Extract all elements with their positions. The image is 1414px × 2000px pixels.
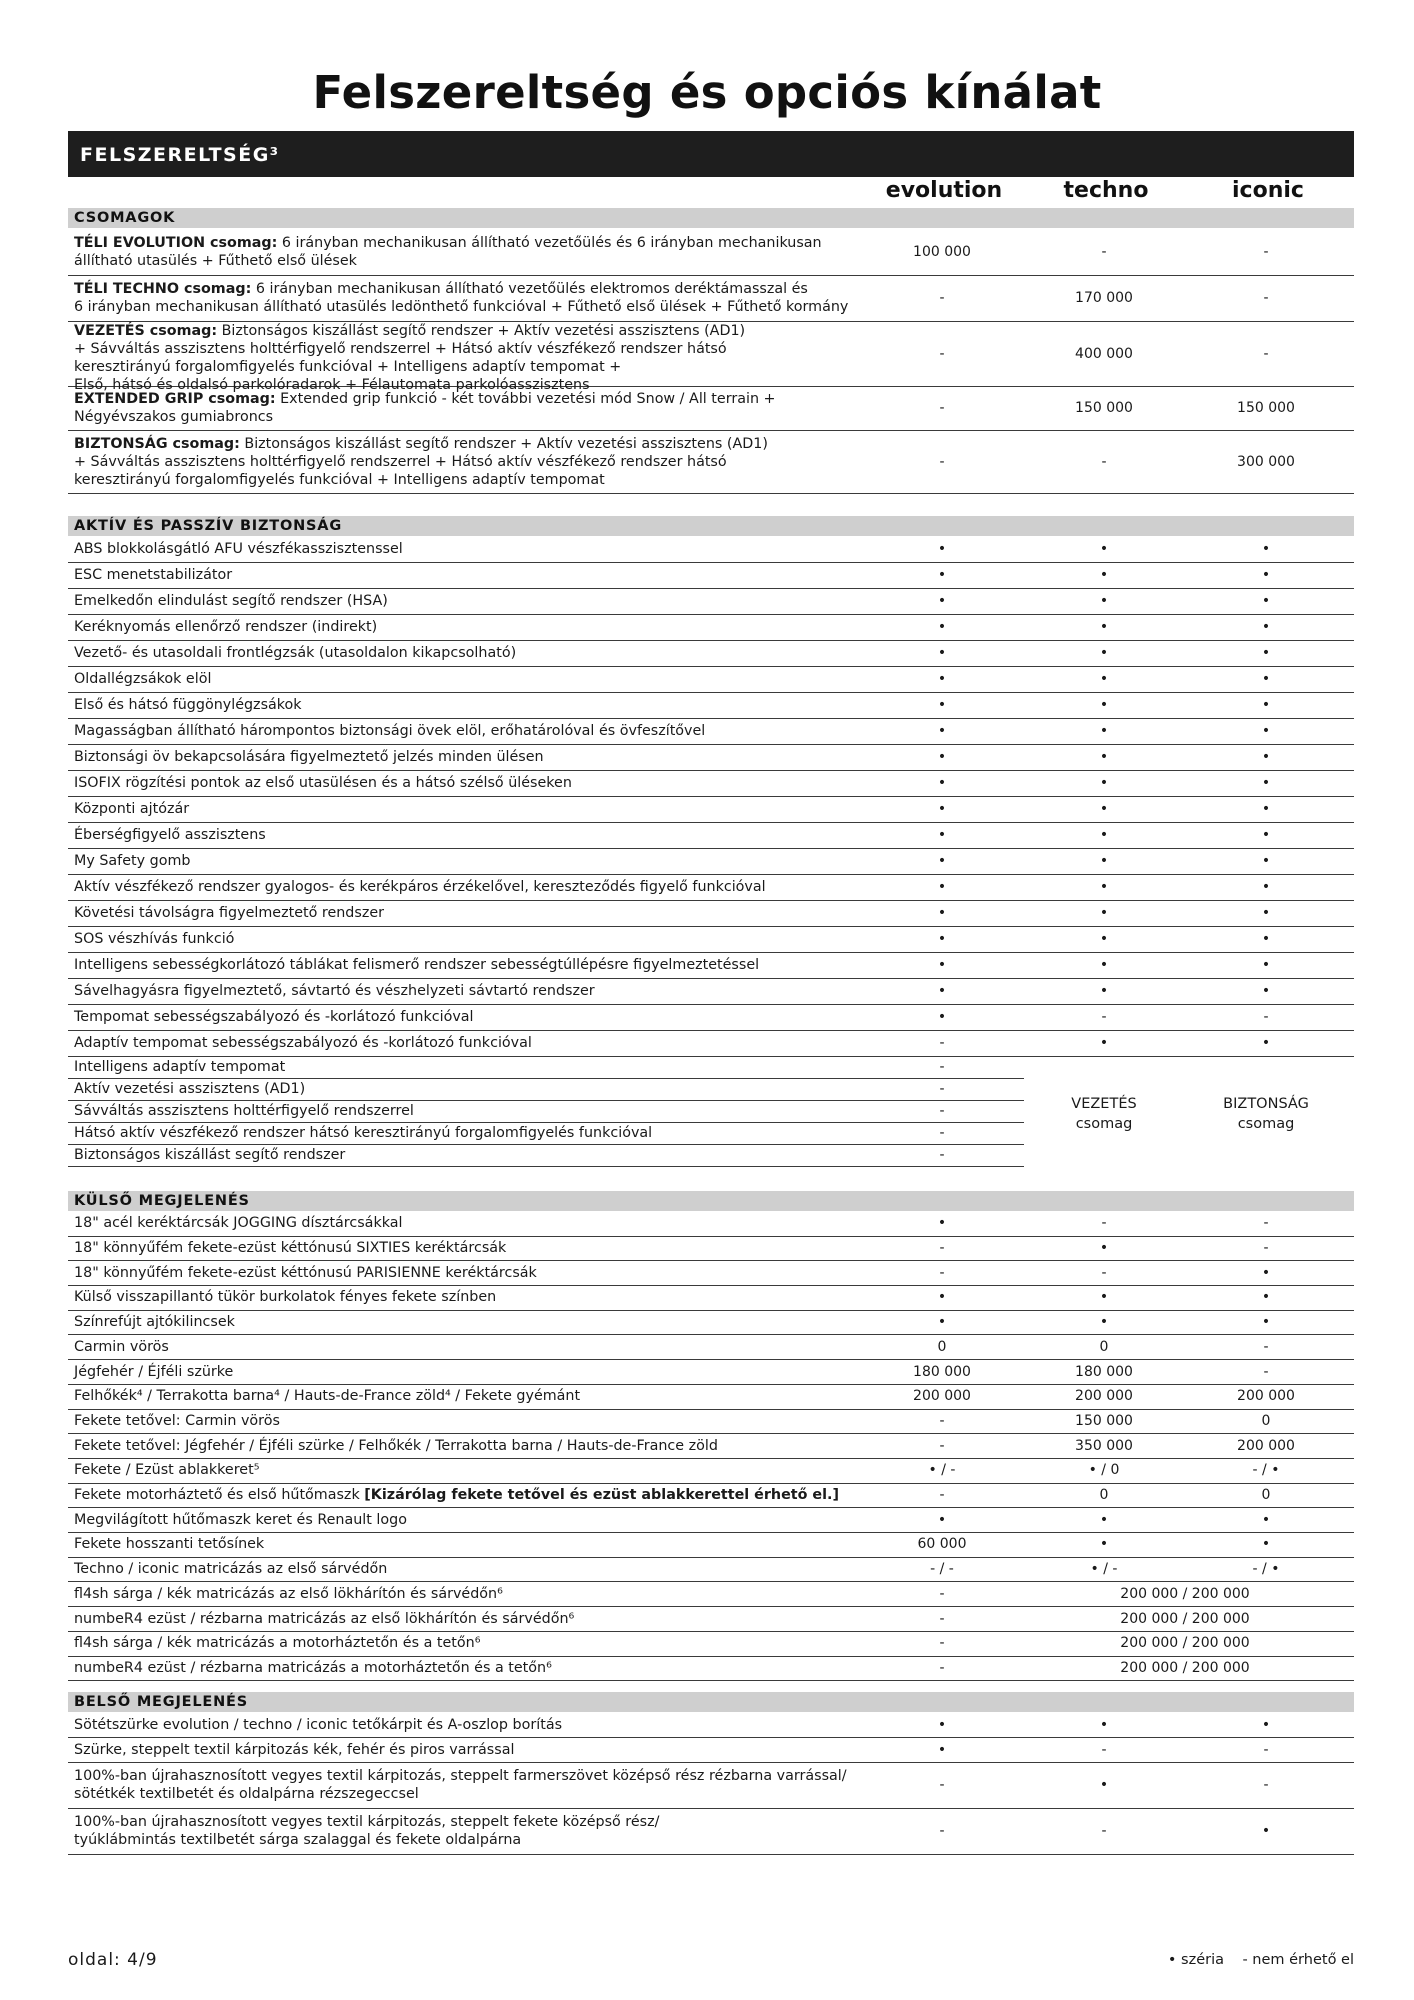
cell-value: 150 000 <box>1075 1412 1133 1429</box>
table-row <box>68 430 1354 494</box>
cell-value-merged: 200 000 / 200 000 <box>1120 1635 1250 1652</box>
cell-value: • <box>1261 723 1271 739</box>
cell-value: • <box>1099 723 1109 739</box>
row-label: Felhőkék⁴ / Terrakotta barna⁴ / Hauts-de-France zöld⁴ / Fekete gyémánt <box>74 1388 581 1405</box>
cell-value: • / - <box>1090 1561 1118 1578</box>
row-label: 100%-ban újrahasznosított vegyes textil kárpitozás, steppelt fekete középső rész/ tyúklábmintás textilbetét sárga szalaggal és fekete oldalpárna <box>74 1814 660 1848</box>
table-row <box>68 1211 1354 1237</box>
cell-value: • <box>1099 1035 1109 1051</box>
cell-value: • / 0 <box>1088 1462 1120 1479</box>
table-row <box>68 1762 1354 1809</box>
cell-value: • <box>937 827 947 843</box>
row-label: Sötétszürke evolution / techno / iconic tetőkárpit és A-oszlop borítás <box>74 1716 563 1733</box>
cell-value: • <box>1261 801 1271 817</box>
cell-value: • <box>1099 879 1109 895</box>
cell-value: 0 <box>937 1338 947 1355</box>
page-number: oldal: 4/9 <box>68 1950 158 1970</box>
row-label: 18" könnyűfém fekete-ezüst kéttónusú SIXTIES keréktárcsák <box>74 1240 507 1257</box>
row-label: Biztonsági öv bekapcsolására figyelmeztető jelzés minden ülésen <box>74 749 544 765</box>
cell-value: • <box>1261 905 1271 921</box>
row-label: Színrefújt ajtókilincsek <box>74 1314 235 1331</box>
cell-value: 0 <box>1261 1487 1271 1504</box>
table-row <box>68 1144 1024 1167</box>
row-label: Fekete / Ezüst ablakkeret⁵ <box>74 1462 260 1479</box>
table-row <box>68 1122 1024 1145</box>
table-row <box>68 1507 1354 1533</box>
cell-value: • <box>1099 749 1109 765</box>
cell-value: • <box>1261 1264 1271 1281</box>
cell-value: • <box>1261 931 1271 947</box>
table-row <box>68 588 1354 615</box>
cell-value: • <box>937 879 947 895</box>
row-label: My Safety gomb <box>74 853 191 869</box>
row-label: Sávváltás asszisztens holttérfigyelő rendszerrel <box>74 1103 414 1119</box>
table-row <box>68 1606 1354 1632</box>
row-label: Aktív vészfékező rendszer gyalogos- és kerékpáros érzékelővel, kereszteződés figyelő funkcióval <box>74 879 766 895</box>
cell-value: • <box>1261 775 1271 791</box>
row-label: TÉLI TECHNO csomag: 6 irányban mechanikusan állítható vezetőülés elektromos deréktámasszal és 6 irányban mechanikusan állítható utasülés ledönthető funkcióval + Fűthető első ülések + Fűthető kormány <box>74 281 849 315</box>
cell-value: - <box>939 1240 945 1257</box>
cell-value: - <box>1263 290 1269 306</box>
table-row <box>68 640 1354 667</box>
table-row <box>68 822 1354 849</box>
cell-value: • <box>1099 1314 1109 1331</box>
row-label: Aktív vezetési asszisztens (AD1) <box>74 1081 306 1097</box>
cell-value: - <box>1101 453 1107 470</box>
legend-series: • széria <box>1167 1952 1225 1968</box>
table-row <box>68 1808 1354 1855</box>
table-row <box>68 1335 1354 1361</box>
table-row <box>68 666 1354 693</box>
cell-value: • <box>1099 593 1109 609</box>
table-row <box>68 770 1354 797</box>
cell-value: • <box>1099 957 1109 973</box>
cell-value: - <box>1263 1363 1269 1380</box>
row-label: 100%-ban újrahasznosított vegyes textil kárpitozás, steppelt farmerszövet középső rész rézbarna varrással/ sötétkék textilbetét és oldalpárna rézszegeccsel <box>74 1768 847 1802</box>
row-label: Adaptív tempomat sebességszabályozó és -korlátozó funkcióval <box>74 1035 532 1051</box>
cell-value: - <box>939 1487 945 1504</box>
cell-value-merged: 200 000 / 200 000 <box>1120 1585 1250 1602</box>
table-row <box>68 900 1354 927</box>
table-row <box>68 848 1354 875</box>
table-row <box>68 718 1354 745</box>
table-row <box>68 1433 1354 1459</box>
cell-value: - <box>939 1777 945 1793</box>
cell-value: - <box>939 1659 945 1676</box>
row-label: Éberségfigyelő asszisztens <box>74 827 266 843</box>
cell-value: - <box>939 290 945 306</box>
cell-value: • <box>937 931 947 947</box>
cell-value: 200 000 <box>913 1388 971 1405</box>
cell-value: • <box>937 697 947 713</box>
cell-value: - <box>939 1585 945 1602</box>
table-row <box>68 536 1354 563</box>
cell-value: • <box>1099 541 1109 557</box>
cell-value: 350 000 <box>1075 1437 1133 1454</box>
cell-value: 0 <box>1261 1412 1271 1429</box>
cell-value: - <box>1101 1009 1107 1025</box>
section-header: CSOMAGOK <box>68 208 1354 228</box>
cell-value: - <box>939 1147 945 1163</box>
row-label: Fekete tetővel: Jégfehér / Éjféli szürke / Felhőkék / Terrakotta barna / Hauts-de-France zöld <box>74 1437 718 1454</box>
cell-value: • <box>1099 1289 1109 1306</box>
row-label: TÉLI EVOLUTION csomag: 6 irányban mechanikusan állítható vezetőülés és 6 irányban mechanikusan állítható utasülés + Fűthető első ülések <box>74 234 822 269</box>
table-row <box>68 1100 1024 1123</box>
row-label: ABS blokkolásgátló AFU vészfékasszisztenssel <box>74 541 403 557</box>
cell-value: • <box>1261 957 1271 973</box>
cell-value: • <box>1261 749 1271 765</box>
cell-value: • <box>1261 1536 1271 1553</box>
cell-value: • <box>937 593 947 609</box>
cell-value: - <box>1263 1240 1269 1257</box>
cell-value: • <box>1099 619 1109 635</box>
row-label: VEZETÉS csomag: Biztonságos kiszállást segítő rendszer + Aktív vezetési asszisztens (AD1) + Sávváltás asszisztens holttérfigyelő rendszerrel + Hátsó aktív vészfékező rendszer hátsó keresztirányú forgalomfigyelés funkcióval + Intelligens adaptív tempomat + Első, hátsó és oldalsó parkolóradarok + Félautomata parkolóasszisztens <box>74 323 746 393</box>
row-label: Vezető- és utasoldali frontlégzsák (utasoldalon kikapcsolható) <box>74 645 517 661</box>
cell-value: 200 000 <box>1075 1388 1133 1405</box>
row-label: Külső visszapillantó tükör burkolatok fényes fekete színben <box>74 1289 497 1306</box>
cell-value: • <box>937 1741 947 1758</box>
cell-value: • <box>1099 827 1109 843</box>
table-row <box>68 228 1354 276</box>
row-label: fl4sh sárga / kék matricázás a motorháztetőn és a tetőn⁶ <box>74 1635 481 1652</box>
cell-value: - <box>939 1125 945 1141</box>
table-row <box>68 1236 1354 1262</box>
table-row <box>68 874 1354 901</box>
table-row <box>68 321 1354 393</box>
row-label: Megvilágított hűtőmaszk keret és Renault logo <box>74 1511 407 1528</box>
table-row <box>68 1310 1354 1336</box>
row-label: Intelligens sebességkorlátozó táblákat felismerő rendszer sebességtúllépésre figyelmeztetéssel <box>74 957 760 973</box>
row-label: Fekete motorháztető és első hűtőmaszk [Kizárólag fekete tetővel és ezüst ablakkerettel érhető el.] <box>74 1487 839 1504</box>
table-row <box>68 1656 1354 1682</box>
table-row <box>68 1737 1354 1763</box>
table-row <box>68 1030 1354 1057</box>
row-label: BIZTONSÁG csomag: Biztonságos kiszállást segítő rendszer + Aktív vezetési asszisztens (AD1) + Sávváltás asszisztens holttérfigyelő rendszerrel + Hátsó aktív vészfékező rendszer hátsó keresztirányú forgalomfigyelés funkcióval + Intelligens adaptív tempomat <box>74 435 768 488</box>
row-label: Fekete tetővel: Carmin vörös <box>74 1412 280 1429</box>
cell-value: • <box>937 1511 947 1528</box>
row-label: Emelkedőn elindulást segítő rendszer (HSA) <box>74 593 388 609</box>
cell-value: • <box>1261 671 1271 687</box>
cell-value: • <box>1261 827 1271 843</box>
table-row <box>68 1409 1354 1435</box>
cell-value: 200 000 <box>1237 1437 1295 1454</box>
table-row <box>68 562 1354 589</box>
cell-value: • <box>1099 905 1109 921</box>
cell-value: - <box>939 400 945 416</box>
cell-value: • <box>937 1716 947 1733</box>
cell-value: • <box>1261 1289 1271 1306</box>
cell-value: 60 000 <box>917 1536 967 1553</box>
merged-cell-vezetes: VEZETÉS csomag <box>1071 1096 1137 1132</box>
cell-value: • <box>1261 983 1271 999</box>
row-label: ISOFIX rögzítési pontok az első utasülésen és a hátsó szélső üléseken <box>74 775 572 791</box>
row-label: ESC menetstabilizátor <box>74 567 233 583</box>
row-label: EXTENDED GRIP csomag: Extended grip funkció - két további vezetési mód Snow / All terrain + Négyévszakos gumiabroncs <box>74 391 776 425</box>
cell-value: • <box>937 749 947 765</box>
cell-value: • <box>1261 853 1271 869</box>
cell-value: • <box>1261 1314 1271 1331</box>
row-label: Központi ajtózár <box>74 801 190 817</box>
cell-value: • <box>1099 775 1109 791</box>
cell-value: • <box>937 1289 947 1306</box>
cell-value: • <box>1099 853 1109 869</box>
section-header: BELSŐ MEGJELENÉS <box>68 1692 1354 1712</box>
table-row <box>68 1483 1354 1509</box>
cell-value: • <box>1261 1823 1271 1839</box>
table-row <box>68 796 1354 823</box>
cell-value: • <box>937 1314 947 1331</box>
table-row <box>68 1458 1354 1484</box>
cell-value: • <box>1261 697 1271 713</box>
table-row <box>68 386 1354 431</box>
row-label: Magasságban állítható hárompontos biztonsági övek elöl, erőhatárolóval és övfeszítővel <box>74 723 706 739</box>
cell-value: - <box>1101 243 1107 260</box>
cell-value: - <box>939 345 945 362</box>
cell-value: • <box>1261 593 1271 609</box>
cell-value: • <box>937 541 947 557</box>
cell-value: • <box>937 775 947 791</box>
cell-value: - <box>939 1103 945 1119</box>
cell-value: 150 000 <box>1075 400 1133 416</box>
cell-value: • <box>937 853 947 869</box>
table-row <box>68 1384 1354 1410</box>
table-row <box>68 978 1354 1005</box>
table-row <box>68 1078 1024 1101</box>
cell-value: • <box>937 983 947 999</box>
cell-value: • <box>1099 931 1109 947</box>
table-row <box>68 1582 1354 1608</box>
cell-value: - <box>939 1610 945 1627</box>
table-row <box>68 952 1354 979</box>
cell-value: • <box>937 905 947 921</box>
cell-value: • <box>937 723 947 739</box>
cell-value: 180 000 <box>913 1363 971 1380</box>
cell-value: 0 <box>1099 1338 1109 1355</box>
cell-value: • <box>937 567 947 583</box>
row-label: numbeR4 ezüst / rézbarna matricázás az első lökhárítón és sárvédőn⁶ <box>74 1610 575 1627</box>
cell-value: • <box>1261 1511 1271 1528</box>
cell-value: • <box>937 645 947 661</box>
cell-value: • <box>1099 1240 1109 1257</box>
row-label: Keréknyomás ellenőrző rendszer (indirekt) <box>74 619 378 635</box>
cell-value: - <box>1101 1823 1107 1839</box>
cell-value: 170 000 <box>1075 290 1133 306</box>
cell-value: • <box>1099 1511 1109 1528</box>
cell-value: • <box>1099 645 1109 661</box>
cell-value: • <box>937 1009 947 1025</box>
cell-value: - <box>939 1264 945 1281</box>
cell-value: • / - <box>928 1462 956 1479</box>
table-row <box>68 1712 1354 1738</box>
table-row <box>68 1004 1354 1031</box>
cell-value: • <box>1099 1777 1109 1793</box>
table-row <box>68 1631 1354 1657</box>
cell-value: • <box>1099 671 1109 687</box>
table-row <box>68 1260 1354 1286</box>
cell-value: • <box>1099 1536 1109 1553</box>
merged-cell-biztonsag: BIZTONSÁG csomag <box>1223 1096 1309 1132</box>
table-row <box>68 744 1354 771</box>
table-row <box>68 1285 1354 1311</box>
cell-value: • <box>937 619 947 635</box>
cell-value: - <box>1263 1741 1269 1758</box>
cell-value: 300 000 <box>1237 453 1295 470</box>
cell-value: • <box>1261 1035 1271 1051</box>
cell-value: • <box>1099 697 1109 713</box>
cell-value: - <box>1263 1777 1269 1793</box>
cell-value: - <box>1101 1264 1107 1281</box>
cell-value: • <box>1261 619 1271 635</box>
page-title: Felszereltség és opciós kínálat <box>312 66 1102 119</box>
cell-value: 150 000 <box>1237 400 1295 416</box>
row-label: numbeR4 ezüst / rézbarna matricázás a motorháztetőn és a tetőn⁶ <box>74 1659 552 1676</box>
row-label: SOS vészhívás funkció <box>74 931 235 947</box>
cell-value: 100 000 <box>913 243 971 260</box>
cell-value: • <box>1261 541 1271 557</box>
column-header-evolution: evolution <box>885 178 1003 203</box>
cell-value: - <box>939 1437 945 1454</box>
table-row <box>68 1056 1024 1079</box>
row-label: Techno / iconic matricázás az első sárvédőn <box>74 1561 388 1578</box>
cell-value: - <box>939 1823 945 1839</box>
legend <box>1168 1952 1354 1968</box>
cell-value: - <box>1101 1741 1107 1758</box>
legend-not-available: - nem érhető el <box>1242 1952 1354 1968</box>
section-header: KÜLSŐ MEGJELENÉS <box>68 1191 1354 1211</box>
table-row <box>68 1532 1354 1558</box>
row-label: Intelligens adaptív tempomat <box>74 1059 286 1075</box>
cell-value: • <box>937 957 947 973</box>
cell-value-merged: 200 000 / 200 000 <box>1120 1610 1250 1627</box>
cell-value: - <box>1263 1009 1269 1025</box>
row-label: 18" acél keréktárcsák JOGGING dísztárcsákkal <box>74 1215 403 1232</box>
row-label: 18" könnyűfém fekete-ezüst kéttónusú PARISIENNE keréktárcsák <box>74 1264 537 1281</box>
cell-value: - <box>1101 1215 1107 1232</box>
table-row <box>68 614 1354 641</box>
cell-value: - <box>939 1059 945 1075</box>
table-row <box>68 275 1354 322</box>
cell-value: 180 000 <box>1075 1363 1133 1380</box>
row-label: Hátsó aktív vészfékező rendszer hátsó keresztirányú forgalomfigyelés funkcióval <box>74 1125 653 1141</box>
section-band: FELSZERELTSÉG³ <box>68 131 1354 177</box>
cell-value: 200 000 <box>1237 1388 1295 1405</box>
cell-value: • <box>1261 1716 1271 1733</box>
row-label: Biztonságos kiszállást segítő rendszer <box>74 1147 346 1163</box>
cell-value: • <box>1099 567 1109 583</box>
cell-value: 0 <box>1099 1487 1109 1504</box>
cell-value: - <box>1263 1215 1269 1232</box>
table-row <box>68 692 1354 719</box>
cell-value: • <box>937 671 947 687</box>
cell-value: • <box>937 801 947 817</box>
row-label: Carmin vörös <box>74 1338 169 1355</box>
cell-value: - <box>1263 1338 1269 1355</box>
row-label: Követési távolságra figyelmeztető rendszer <box>74 905 385 921</box>
row-label: Oldallégzsákok elöl <box>74 671 212 687</box>
cell-value: - <box>939 453 945 470</box>
cell-value: • <box>1261 567 1271 583</box>
table-row <box>68 1359 1354 1385</box>
cell-value: • <box>1261 645 1271 661</box>
cell-value: - / • <box>1252 1561 1280 1578</box>
row-label: Tempomat sebességszabályozó és -korlátozó funkcióval <box>74 1009 474 1025</box>
column-header-techno: techno <box>1063 178 1149 203</box>
section-header: AKTÍV ÉS PASSZÍV BIZTONSÁG <box>68 516 1354 536</box>
cell-value-merged: 200 000 / 200 000 <box>1120 1659 1250 1676</box>
cell-value: - <box>939 1035 945 1051</box>
cell-value: - <box>939 1081 945 1097</box>
cell-value: • <box>1099 983 1109 999</box>
table-row <box>68 926 1354 953</box>
cell-value: • <box>1261 879 1271 895</box>
row-label: Első és hátsó függönylégzsákok <box>74 697 302 713</box>
row-label: Szürke, steppelt textil kárpitozás kék, fehér és piros varrással <box>74 1741 515 1758</box>
cell-value: - <box>939 1635 945 1652</box>
cell-value: • <box>1099 1716 1109 1733</box>
row-label: Jégfehér / Éjféli szürke <box>74 1363 234 1380</box>
cell-value: • <box>937 1215 947 1232</box>
cell-value: - <box>939 1412 945 1429</box>
cell-value: - <box>1263 243 1269 260</box>
column-header-iconic: iconic <box>1232 178 1304 203</box>
cell-value: 400 000 <box>1075 345 1133 362</box>
row-label: Sávelhagyásra figyelmeztető, sávtartó és vészhelyzeti sávtartó rendszer <box>74 983 595 999</box>
cell-value: • <box>1099 801 1109 817</box>
table-row <box>68 1557 1354 1583</box>
cell-value: - / • <box>1252 1462 1280 1479</box>
row-label: fl4sh sárga / kék matricázás az első lökhárítón és sárvédőn⁶ <box>74 1585 503 1602</box>
row-label: Fekete hosszanti tetősínek <box>74 1536 265 1553</box>
cell-value: - / - <box>930 1561 954 1578</box>
cell-value: - <box>1263 345 1269 362</box>
